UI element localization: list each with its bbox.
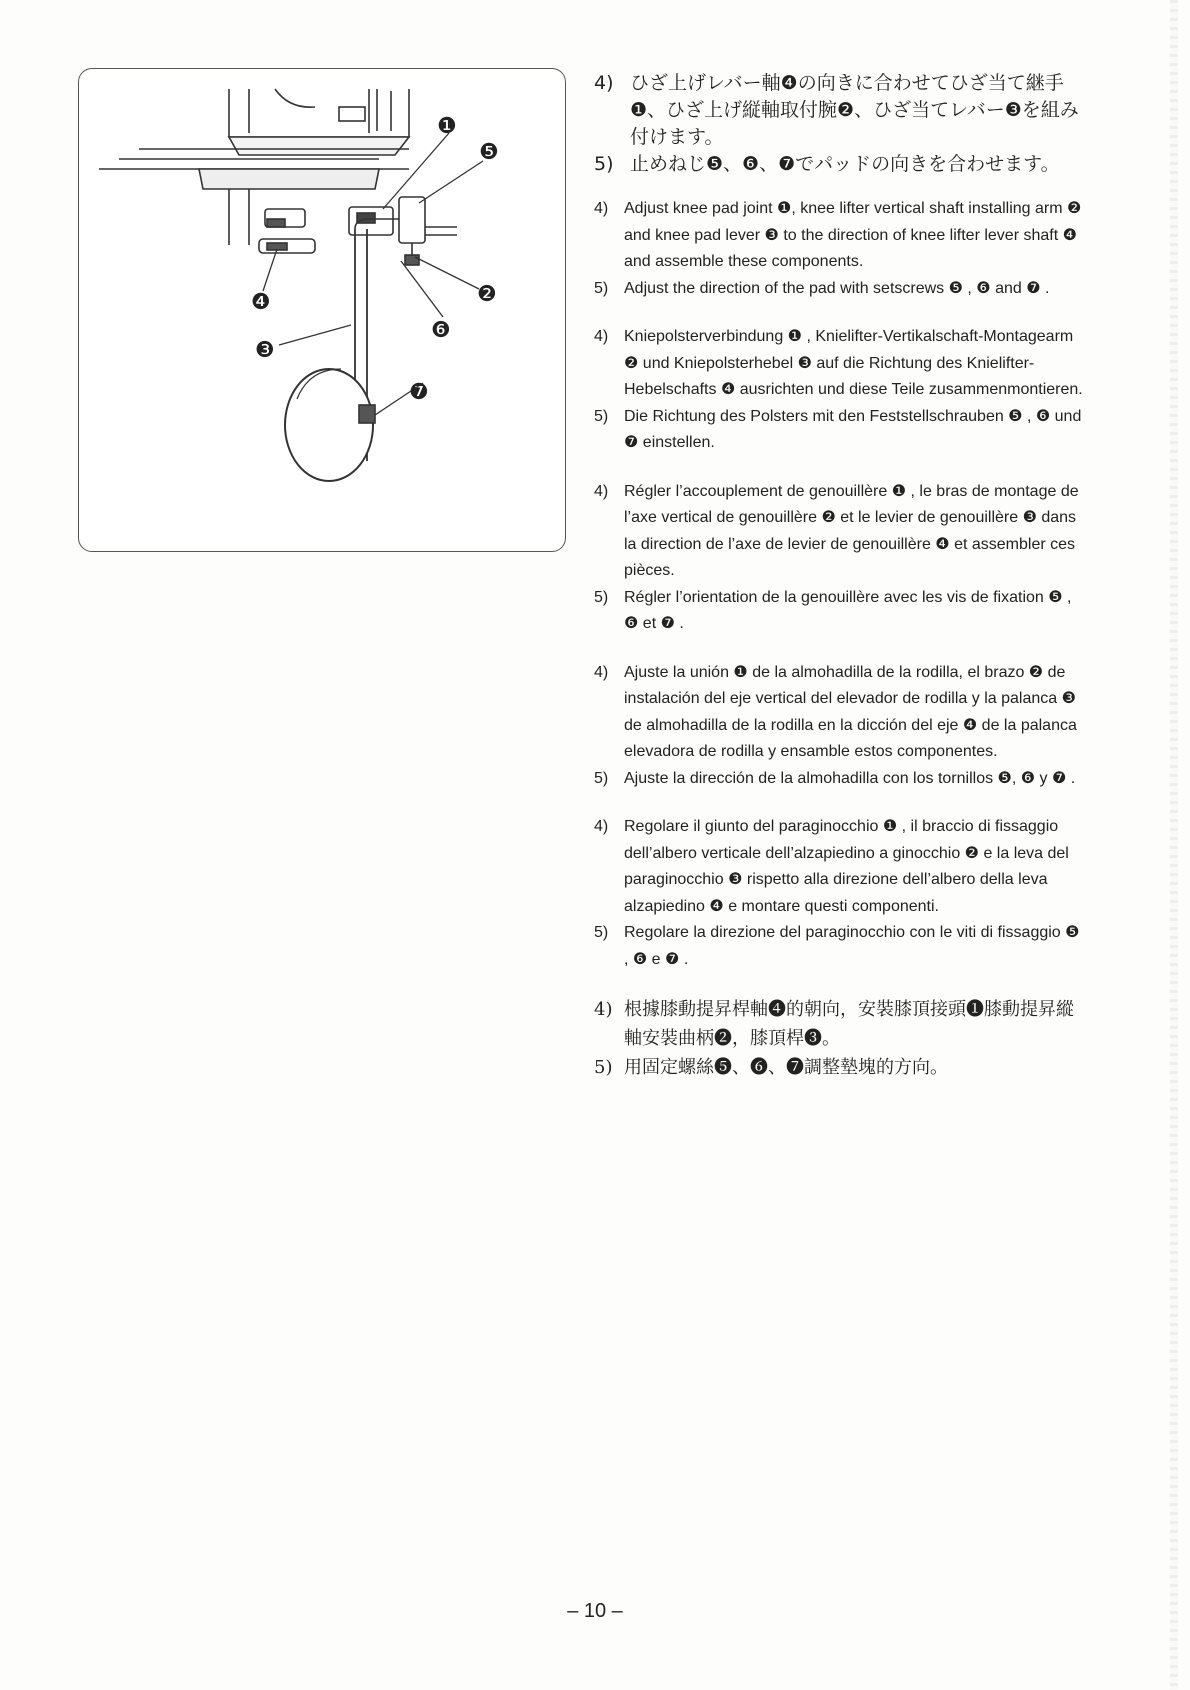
step-text: Ajuste la dirección de la almohadilla con los tornillos ❺, ❻ y ❼ .: [624, 769, 1076, 787]
callout-3: ❸: [255, 338, 275, 363]
step-4-es: [594, 660, 1086, 766]
section-french: [594, 479, 1086, 638]
knee-lifter-illustration: [78, 68, 566, 552]
step-number: 4): [594, 482, 609, 500]
callout-5: ❺: [479, 140, 499, 165]
step-number: 4): [594, 663, 609, 681]
section-english: [594, 196, 1086, 302]
step-4-en: [594, 196, 1086, 276]
step-number: 5): [594, 279, 609, 297]
step-text: Kniepolsterverbindung ❶ , Knielifter-Vertikalschaft-Montagearm ❷ und Kniepolsterhebel ❸ auf die Richtung des Knielifter-Hebelschafts ❹ ausrichten und diese Teile zusammenmontieren.: [624, 328, 1083, 398]
step-number: 4): [594, 818, 609, 835]
step-5-it: [594, 920, 1086, 973]
step-number: 4): [594, 72, 614, 94]
step-4-ja: [594, 70, 1086, 151]
callout-6: ❻: [431, 318, 451, 343]
callout-2: ❷: [477, 282, 497, 307]
section-chinese: [594, 995, 1086, 1082]
step-5-de: [594, 404, 1086, 457]
callout-1: ❶: [437, 114, 457, 139]
step-text: 根據膝動提昇桿軸❹的朝向，安裝膝頂接頭❶膝動提昇縱軸安裝曲柄❷，膝頂桿❸。: [624, 999, 1074, 1049]
step-text: Adjust the direction of the pad with setscrews ❺ , ❻ and ❼ .: [624, 279, 1050, 297]
step-number: 5): [594, 588, 609, 606]
step-text: Régler l’orientation de la genouillère avec les vis de fixation ❺ , ❻ et ❼ .: [624, 588, 1072, 632]
step-text: Régler l’accouplement de genouillère ❶ , le bras de montage de l’axe vertical de genouillère ❷ et le levier de genouillère ❸ dans la direction de l’axe de levier de genouillère ❹ et assembler ces pièces.: [624, 482, 1079, 579]
step-text: 用固定螺絲❺、❻、❼調整墊塊的方向。: [624, 1057, 948, 1078]
step-4-de: [594, 324, 1086, 404]
step-number: 4): [594, 200, 609, 217]
step-5-es: [594, 766, 1086, 793]
step-number: 5): [594, 1057, 613, 1078]
step-text: Ajuste la unión ❶ de la almohadilla de la rodilla, el brazo ❷ de instalación del eje vertical del elevador de rodilla y la palanca ❸ de almohadilla de la rodilla en la dicción del eje ❹ de la palanca elevadora de rodilla y ensamble estos componentes.: [624, 663, 1077, 760]
section-japanese: [594, 70, 1086, 178]
step-number: 5): [594, 153, 614, 175]
step-4-fr: [594, 479, 1086, 585]
step-4-zh: [594, 995, 1086, 1053]
step-number: 5): [594, 924, 609, 941]
knee-pad-assembly-drawing: [79, 69, 566, 552]
section-italian: [594, 814, 1086, 973]
step-text: ひざ上げレバー軸❹の向きに合わせてひざ当て継手❶、ひざ上げ縦軸取付腕❷、ひざ当てレバー❸を組み付けます。: [630, 72, 1079, 148]
step-text: Regolare la direzione del paraginocchio con le viti di fissaggio ❺ , ❻ e ❼ .: [624, 924, 1080, 968]
step-5-fr: [594, 585, 1086, 638]
callout-4: ❹: [251, 290, 271, 315]
section-german: [594, 324, 1086, 457]
step-text: Regolare il giunto del paraginocchio ❶ , il braccio di fissaggio dell’albero verticale dell’alzapiedino a ginocchio ❷ e la leva del paraginocchio ❸ rispetto alla direzione dell’albero della leva alzapiedino ❹ e montare questi componenti.: [624, 818, 1069, 915]
step-text: Adjust knee pad joint ❶, knee lifter vertical shaft installing arm ❷ and knee pad lever ❸ to the direction of knee lifter lever shaft ❹ and assemble these components.: [624, 200, 1082, 270]
instructions: [594, 70, 1086, 1082]
step-number: 5): [594, 407, 609, 425]
step-number: 4): [594, 328, 609, 345]
step-5-en: [594, 276, 1086, 303]
step-text: 止めねじ❺、❻、❼でパッドの向きを合わせます。: [630, 153, 1060, 175]
scan-edge-artifact: [1170, 0, 1178, 1690]
step-5-ja: [594, 151, 1086, 178]
section-spanish: [594, 660, 1086, 793]
step-text: Die Richtung des Polsters mit den Feststellschrauben ❺ , ❻ und ❼ einstellen.: [624, 407, 1082, 451]
callout-7: ❼: [409, 380, 429, 405]
step-5-zh: [594, 1053, 1086, 1082]
step-number: 5): [594, 769, 609, 787]
page-number: – 10 –: [567, 1600, 623, 1622]
step-4-it: [594, 814, 1086, 920]
step-number: 4): [594, 999, 613, 1020]
